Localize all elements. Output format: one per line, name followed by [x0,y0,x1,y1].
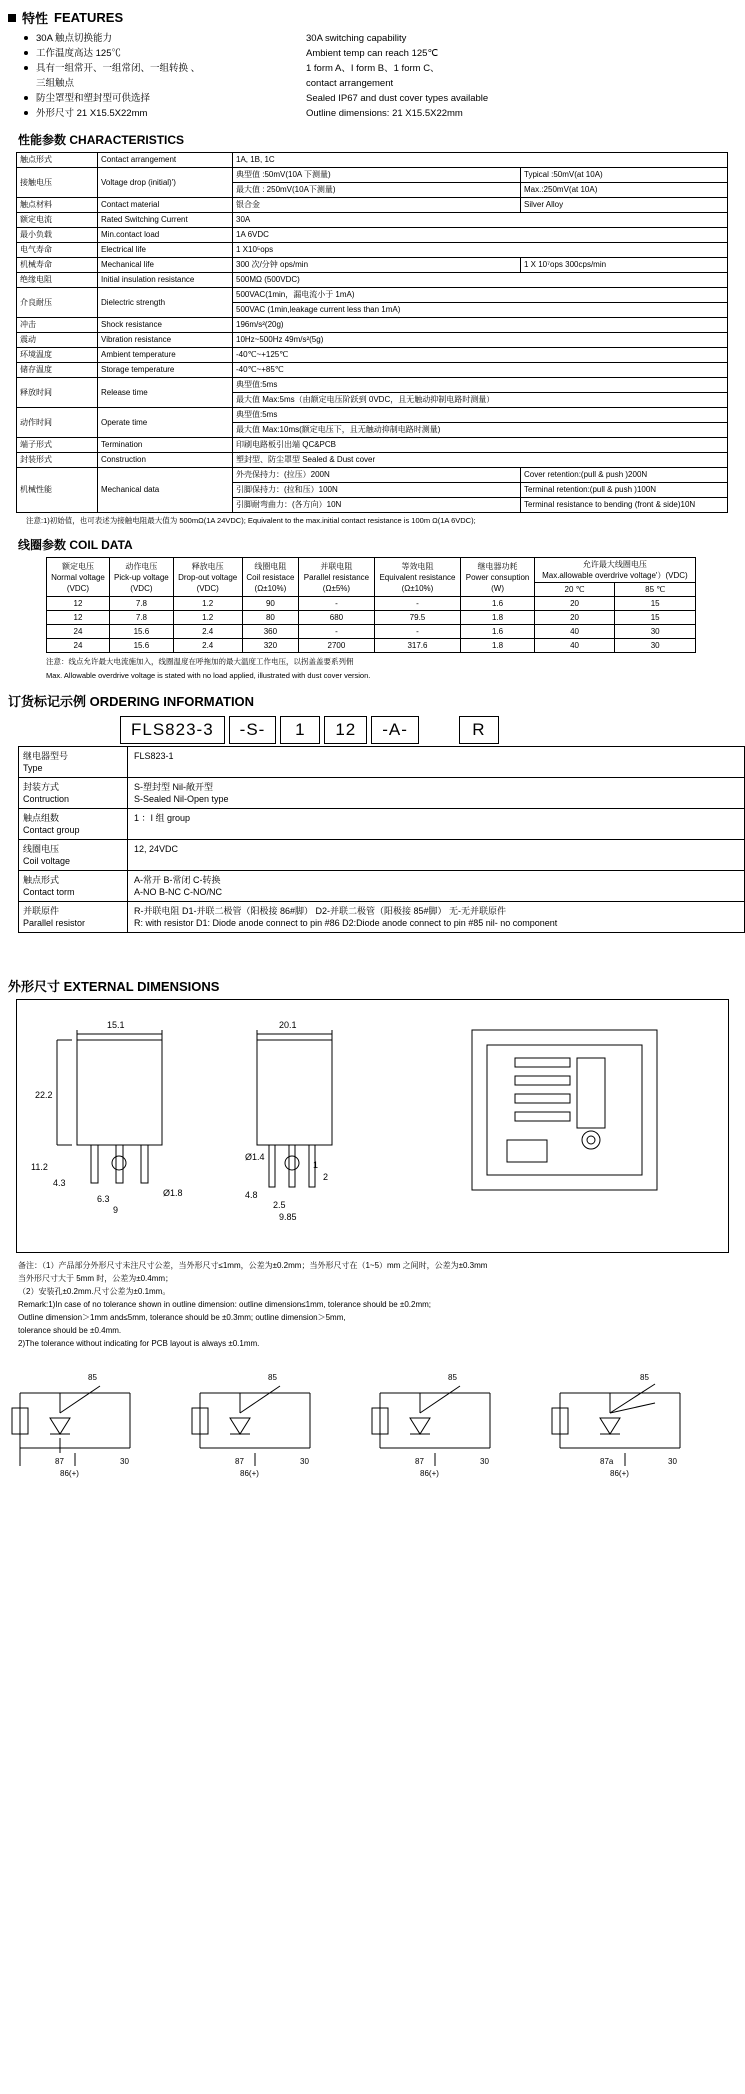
table-row [47,597,696,611]
ordering-row [18,778,745,809]
ordering-row-label [19,840,128,870]
coil-header-en: Coil resistace [246,572,295,582]
ordering-code-cell: 12 [324,716,367,744]
schematic-terminal-bottom: 86(+) [240,1469,259,1478]
row-label-en: Mechanical life [98,258,233,273]
coil-cell: 40 [534,639,615,653]
ordering-value-line: R: with resistor D1: Diode anode connect to pin #86 D2:Diode anode connect to pin #85 nil- no component [134,918,558,928]
dim-label-b3: 9.85 [279,1212,297,1222]
row-value-cn: 银合金 [233,198,521,213]
coil-cell: 7.8 [109,597,173,611]
row-label-en: Rated Switching Current [98,213,233,228]
datasheet-page [0,8,745,1478]
ordering-label-cn: 继电器型号 [23,751,69,761]
coil-cell: 15.6 [109,639,173,653]
table-row [17,438,728,453]
schematic-terminal-left: 87a [600,1457,614,1466]
ordering-label-en: Contact torm [23,887,75,897]
row-label-cn: 触点材料 [17,198,98,213]
ordering-label-en: Parallel resistor [23,918,86,928]
coil-header-en: Pick-up voltage [114,572,169,582]
ordering-title-en: ORDERING INFORMATION [89,694,255,709]
coil-cell: 1.6 [461,625,534,639]
coil-cell: 20 [534,597,615,611]
coil-header-unit: (VDC) [66,583,90,593]
coil-header-cell [109,558,173,597]
row-label-en: Release time [98,378,233,408]
coil-header-en: Equivalent resistance [379,572,456,582]
feature-item: 30A switching capability [306,33,407,44]
dimensions-drawing [17,1000,728,1250]
ordering-label-cn: 触点组数 [23,813,60,823]
coil-header-unit: (Ω±5%) [322,583,351,593]
coil-cell: 15 [615,611,696,625]
coil-heading [18,536,745,553]
characteristics-note: 注意:1)初始值，也可表述为接触电阻最大值为 500mΩ(1A 24VDC); Equivalent to the max.initial contact resistance is 100m Ω(1A 6VDC); [26,516,476,525]
coil-cell: 12 [47,597,110,611]
ordering-value-line: A-常开 B-常闭 C-转换 [134,875,221,885]
coil-header-row [47,558,696,583]
characteristics-heading [18,131,745,148]
dim-label-width-side: 20.1 [279,1020,297,1030]
row-value: 1 X10⁵ops [233,243,728,258]
table-row [17,243,728,258]
row-label-cn: 封装形式 [17,453,98,468]
row-label-cn: 环境温度 [17,348,98,363]
row-label-cn: 介良耐压 [17,288,98,318]
feature-item: 三组触点 [36,78,75,89]
feature-item: 30A 触点切换能力 [36,31,288,46]
ordering-label-cn: 并联原件 [23,906,60,916]
ordering-label-en: Contruction [23,794,70,804]
coil-header-en: Parallel resistance [303,572,370,582]
remark-line: Remark:1)In case of no tolerance shown in outline dimension: outline dimension≤1mm, tolerance should be ±0.2mm; [18,1300,431,1309]
coil-cell: 40 [534,625,615,639]
row-value-cn: 最大值 : 250mV(10A下测量) [233,183,521,198]
remark-line: （2）安装孔±0.2mm.尺寸公差为±0.1mm。 [18,1287,171,1296]
row-value: 塑封型、防尘罩型 Sealed & Dust cover [233,453,728,468]
row-value: -40℃~+85℃ [233,363,728,378]
ordering-title-cn: 订货标记示例 [8,694,87,709]
row-value-en: Typical :50mV(at 10A) [521,168,728,183]
dim-label-b2: 2.5 [273,1200,286,1210]
ordering-code-cell: -S- [229,716,277,744]
coil-cell: 15.6 [109,625,173,639]
schematic-block [0,1358,745,1478]
table-row [17,198,728,213]
ordering-code-row [120,716,745,744]
ordering-row-label [19,778,128,808]
coil-cell: 30 [615,625,696,639]
ordering-row-label [19,902,128,932]
row-label-cn: 端子形式 [17,438,98,453]
coil-header-cn: 动作电压 [125,561,158,571]
ordering-value-line: FLS823-1 [134,751,174,761]
row-label-en: Contact arrangement [98,153,233,168]
feature-item: contact arrangement [306,78,394,89]
schematic-terminal-bottom: 86(+) [610,1469,629,1478]
ordering-legend [18,746,745,933]
row-label-cn: 触点形式 [17,153,98,168]
schematic-terminal-top: 85 [88,1373,97,1382]
coil-cell: 24 [47,639,110,653]
ordering-row-label [19,871,128,901]
row-value-cn: 300 次/分钟 ops/min [233,258,521,273]
row-value: 1A, 1B, 1C [233,153,728,168]
dim-label-h3: 4.3 [53,1178,66,1188]
row-label-en: Min.contact load [98,228,233,243]
dim-label-b1: 4.8 [245,1190,258,1200]
feature-item: 外形尺寸 21 X15.5X22mm [36,106,288,121]
schematic-terminal-top: 85 [268,1373,277,1382]
ordering-row [18,902,745,933]
schematic-terminal-right: 30 [668,1457,677,1466]
coil-header-cn: 等效电阻 [401,561,434,571]
coil-subheader: 20 ℃ [534,583,615,597]
coil-header-cn: 线圈电阻 [254,561,287,571]
coil-header-unit: (Ω±10%) [254,583,287,593]
table-row [17,213,728,228]
row-value: 1A 6VDC [233,228,728,243]
ordering-code-cell: R [459,716,499,744]
row-value: -40℃~+125℃ [233,348,728,363]
features-heading [8,8,745,27]
coil-title-en: COIL DATA [69,538,133,552]
dim-label-a2: 9 [113,1205,119,1215]
ordering-row-value [128,747,180,777]
row-label-cn: 储存温度 [17,363,98,378]
table-row [17,228,728,243]
features-col-cn [18,31,288,121]
row-value: 典型值:5ms [233,378,728,393]
schematic-terminal-right: 30 [300,1457,309,1466]
schematic-terminal-right: 30 [120,1457,129,1466]
coil-cell: 7.8 [109,611,173,625]
coil-cell: - [374,625,461,639]
coil-header-cell [461,558,534,597]
table-row [17,363,728,378]
ordering-code-cell: -A- [371,716,419,744]
row-label-cn: 最小负载 [17,228,98,243]
coil-header-cn: 并联电阻 [320,561,353,571]
coil-header-cn: 继电器功耗 [477,561,518,571]
dim-label-pin2: 2 [323,1172,329,1182]
coil-cell: - [374,597,461,611]
row-value-en: Max.:250mV(at 10A) [521,183,728,198]
coil-cell: 12 [47,611,110,625]
schematic-terminal-bottom: 86(+) [420,1469,439,1478]
table-row [47,611,696,625]
ordering-value-line: 1 ：I 组 group [134,813,191,823]
table-row [47,625,696,639]
dim-label-pin1: 1 [313,1160,319,1170]
coil-note-en: Max. Allowable overdrive voltage is stated with no load applied, illustrated with dust cover version. [46,671,371,680]
feature-item: Ambient temp can reach 125℃ [306,48,439,59]
remark-line: 2)The tolerance without indicating for PCB layout is always ±0.1mm. [18,1339,260,1348]
row-value-cn: 典型值 :50mV(10A 下测量) [233,168,521,183]
coil-table [46,557,696,653]
coil-header-unit: (W) [491,583,504,593]
characteristics-title-cn: 性能参数 [18,133,67,147]
ordering-value-line: R-并联电阻 D1-并联二极管（阳极接 86#脚） D2-并联二极管（阳极接 85#脚） 无-无并联原件 [134,906,507,916]
row-label-en: Vibration resistance [98,333,233,348]
coil-cell: 680 [299,611,374,625]
dim-label-pin-dia: Ø1.8 [163,1188,183,1198]
characteristics-title-en: CHARACTERISTICS [69,133,185,147]
coil-header-cell [173,558,242,597]
coil-header-cell [47,558,110,597]
remark-line: tolerance should be ±0.4mm. [18,1326,122,1335]
feature-item: 工作温度高达 125℃ [36,46,288,61]
ordering-row-value [128,840,184,870]
ordering-row-value [128,809,196,839]
dimensions-title-cn: 外形尺寸 [8,979,61,994]
coil-title-cn: 线圈参数 [18,538,67,552]
row-value-en: Cover retention:(pull & push )200N [521,468,728,483]
row-value: 500MΩ (500VDC) [233,273,728,288]
table-row [17,318,728,333]
row-label-en: Mechanical data [98,468,233,513]
features-col-en [288,31,668,121]
coil-cell: 90 [242,597,299,611]
ordering-row [18,809,745,840]
table-row [17,333,728,348]
ordering-label-cn: 触点形式 [23,875,60,885]
row-value-en: Terminal resistance to bending (front & side)10N [521,498,728,513]
row-label-cn: 释放时间 [17,378,98,408]
dimensions-heading [8,976,745,995]
coil-header-unit: (Ω±10%) [401,583,434,593]
ordering-label-cn: 封装方式 [23,782,60,792]
row-label-cn: 机械寿命 [17,258,98,273]
ordering-value-line: S-塑封型 Nil-敞开型 [134,782,213,792]
schematic-terminal-left: 87 [55,1457,64,1466]
row-label-en: Dielectric strength [98,288,233,318]
row-value-cn: 引脚耐弯曲力：(各方向）10N [233,498,521,513]
row-label-cn: 动作时间 [17,408,98,438]
ordering-code-cell: 1 [280,716,320,744]
row-label-cn: 绝缘电阻 [17,273,98,288]
row-value: 最大值 Max:10ms(额定电压下，且无触动抑制电路时测量) [233,423,728,438]
table-row [47,639,696,653]
coil-cell: 2700 [299,639,374,653]
table-row [17,288,728,303]
table-row [17,453,728,468]
row-value-en: Terminal retention:(pull & push )100N [521,483,728,498]
remark-block [18,1259,745,1350]
row-label-en: Shock resistance [98,318,233,333]
feature-item: 防尘罩型和塑封型可供选择 [36,91,288,106]
row-label-en: Storage temperature [98,363,233,378]
dim-label-width-front: 15.1 [107,1020,125,1030]
coil-cell: 317.6 [374,639,461,653]
remark-line: 备注：（1）产品部分外形尺寸未注尺寸公差，当外形尺寸≤1mm，公差为±0.2mm；当外形尺寸在（1~5）mm 之间时，公差为±0.3mm [18,1261,488,1270]
row-value: 印刷电路板引出端 QC&PCB [233,438,728,453]
dimensions-drawing-box [16,999,729,1253]
coil-cell: 79.5 [374,611,461,625]
row-label-cn: 冲击 [17,318,98,333]
schematic-diagrams [0,1358,745,1478]
schematic-terminal-right: 30 [480,1457,489,1466]
feature-item: Sealed IP67 and dust cover types available [306,93,489,104]
row-value-cn: 外壳保持力：(拉压）200N [233,468,521,483]
table-row [17,348,728,363]
coil-header-unit: (VDC) [130,583,153,593]
row-label-en: Contact material [98,198,233,213]
row-label-en: Voltage drop (initial)') [98,168,233,198]
dim-label-height: 22.2 [35,1090,53,1100]
coil-cell: 1.2 [173,597,242,611]
row-value: 196m/s²(20g) [233,318,728,333]
coil-cell: 1.2 [173,611,242,625]
coil-header-unit: (VDC) [196,583,219,593]
row-value: 最大值 Max:5ms（由额定电压阶跃到 0VDC，且无触动抑制电路时测量） [233,393,728,408]
ordering-label-en: Contact group [23,825,80,835]
coil-header-cn: 额定电压 [61,561,94,571]
row-value-cn: 引脚保持力：(拉和压）100N [233,483,521,498]
ordering-value-line: 12, 24VDC [134,844,179,854]
table-row [17,258,728,273]
coil-cell: 1.8 [461,639,534,653]
coil-header-en: Normal voltage [51,572,105,582]
row-label-en: Ambient temperature [98,348,233,363]
ordering-part-number: FLS823-3 [120,716,225,744]
coil-cell: - [299,597,374,611]
table-row [17,168,728,183]
table-row [17,273,728,288]
coil-cell: 1.8 [461,611,534,625]
dimensions-title-en: EXTERNAL DIMENSIONS [63,979,220,994]
ordering-row [18,840,745,871]
remark-line: Outline dimension＞1mm and≤5mm, tolerance should be ±0.3mm; outline dimension＞5mm, [18,1313,346,1322]
coil-header-cn: 释放电压 [191,561,224,571]
coil-header-cell [534,558,695,583]
coil-cell: 320 [242,639,299,653]
coil-cell: 24 [47,625,110,639]
remark-line: 当外形尺寸大于 5mm 时，公差为±0.4mm； [18,1274,174,1283]
row-value: 典型值:5ms [233,408,728,423]
ordering-row [18,871,745,902]
ordering-value-line: A-NO B-NC C-NO/NC [134,887,222,897]
dim-label-h2: 11.2 [31,1162,48,1172]
ordering-label-en: Coil voltage [23,856,71,866]
row-value: 10Hz~500Hz 49m/s²(5g) [233,333,728,348]
ordering-row-value [128,871,228,901]
schematic-terminal-bottom: 86(+) [60,1469,79,1478]
feature-item: Outline dimensions: 21 X15.5X22mm [306,108,463,119]
table-row [17,378,728,393]
coil-note-cn: 注意：线点允许最大电流施加入，线圈温度在呼拖加的最大温度工作电压，以拐盖盖要系列佣 [46,657,354,666]
dim-label-a1: 6.3 [97,1194,110,1204]
coil-header-cell [299,558,374,597]
coil-cell: 20 [534,611,615,625]
coil-header-cell [374,558,461,597]
coil-cell: 80 [242,611,299,625]
coil-header-cell [242,558,299,597]
row-value-en: Silver Alloy [521,198,728,213]
row-value: 500VAC (1min,leakage current less than 1mA) [233,303,728,318]
coil-header-en: Drop-out voltage [178,572,238,582]
coil-cell: - [299,625,374,639]
row-label-cn: 机械性能 [17,468,98,513]
row-value: 30A [233,213,728,228]
row-label-en: Initial insulation resistance [98,273,233,288]
schematic-terminal-left: 87 [235,1457,244,1466]
coil-cell: 1.6 [461,597,534,611]
coil-header-en: Max.allowable overdrive voltage'）(VDC) [542,571,688,580]
coil-cell: 360 [242,625,299,639]
ordering-row-label [19,747,128,777]
schematic-terminal-left: 87 [415,1457,424,1466]
ordering-label-en: Type [23,763,43,773]
coil-cell: 2.4 [173,625,242,639]
coil-cell: 2.4 [173,639,242,653]
ordering-heading [8,691,745,710]
ordering-row-value [128,902,563,932]
row-label-cn: 震动 [17,333,98,348]
feature-item: 具有一组常开、一组常闭、一组转换 、 [36,61,288,76]
ordering-row [18,746,745,778]
ordering-block [0,716,745,966]
coil-cell: 30 [615,639,696,653]
row-label-en: Construction [98,453,233,468]
dim-label-d2: Ø1.4 [245,1152,265,1162]
coil-cell: 15 [615,597,696,611]
row-label-en: Operate time [98,408,233,438]
row-label-cn: 电气寿命 [17,243,98,258]
features-title-cn: 特性 [22,11,49,26]
coil-header-en: Power consuption [465,572,530,582]
row-value: 500VAC(1min，漏电流小于 1mA) [233,288,728,303]
table-row [17,408,728,423]
feature-item: 1 form A、I form B、1 form C、 [306,63,440,74]
row-value-en: 1 X 10⁷ops 300cps/min [521,258,728,273]
ordering-row-value [128,778,235,808]
schematic-terminal-top: 85 [448,1373,457,1382]
schematic-terminal-top: 85 [640,1373,649,1382]
features-block [18,31,745,121]
coil-subheader: 85 ℃ [615,583,696,597]
characteristics-table [16,152,728,513]
coil-header-cn: 允许最大线圈电压 [582,560,647,569]
row-label-cn: 接触电压 [17,168,98,198]
ordering-row-label [19,809,128,839]
square-bullet-icon [8,14,16,22]
ordering-label-cn: 线圈电压 [23,844,60,854]
table-row [17,153,728,168]
row-label-en: Termination [98,438,233,453]
table-row [17,468,728,483]
features-title-en: FEATURES [54,10,124,25]
row-label-en: Electrical life [98,243,233,258]
row-label-cn: 额定电流 [17,213,98,228]
ordering-value-line: S-Sealed Nil-Open type [134,794,229,804]
